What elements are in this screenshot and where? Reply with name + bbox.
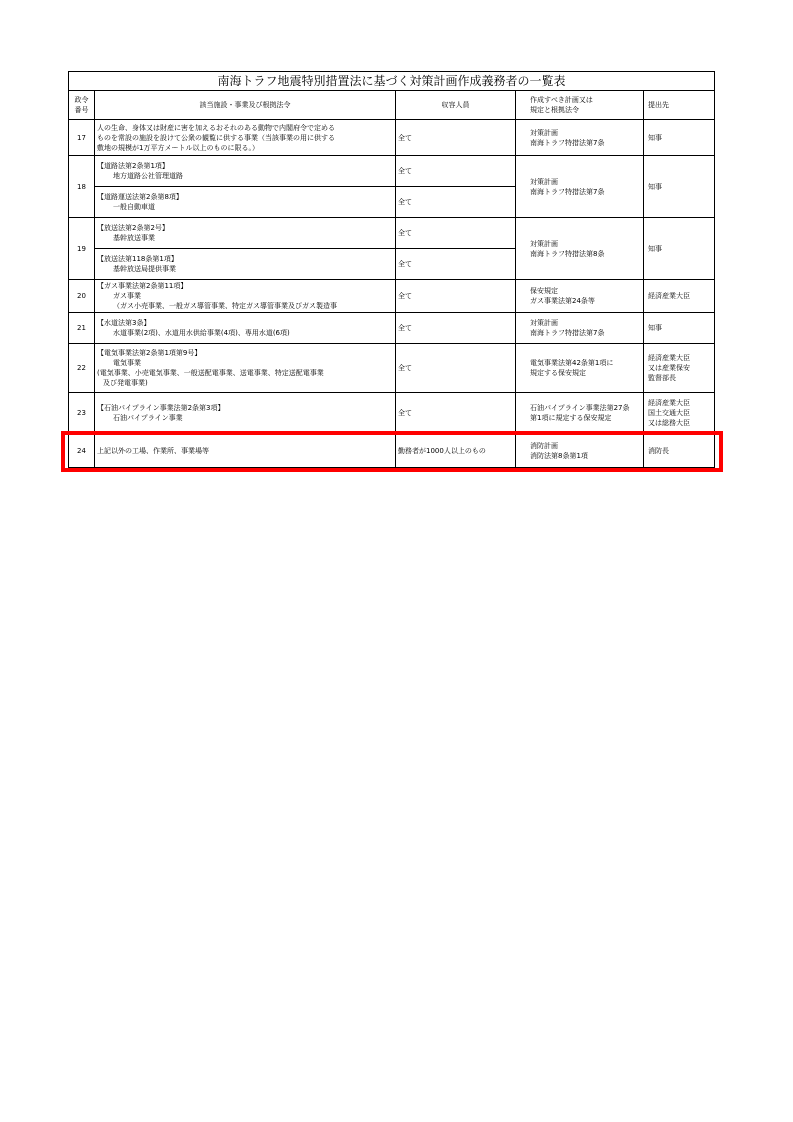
row-number: 19: [69, 218, 95, 280]
facility-cell: 【電気事業法第2条第1項第9号】 電気事業 (電気事業、小売電気事業、一般送配電事業、送電事業、特定送配電事業 及び発電事業): [95, 344, 396, 393]
document-sheet: [68, 71, 714, 468]
plan-cell: 対策計画 南海トラフ特措法第7条: [516, 120, 644, 156]
table-row: [69, 344, 715, 393]
plan-cell: 保安規定 ガス事業法第24条等: [516, 280, 644, 313]
plan-cell: 対策計画 南海トラフ特措法第7条: [516, 313, 644, 344]
facility-cell: 人の生命、身体又は財産に害を加えるおそれのある動物で内閣府令で定める ものを常設の施設を設けて公衆の観覧に供する事業（当該事業の用に供する 敷地の規模が1万平方メートル以上のものに限る。）: [95, 120, 396, 156]
facility-cell: 【石油パイプライン事業法第2条第3項】 石油パイプライン事業: [95, 393, 396, 434]
submit-cell: 消防長: [644, 434, 715, 468]
table-row: [69, 218, 715, 249]
row-number: 23: [69, 393, 95, 434]
people-cell: 全て: [396, 156, 516, 187]
row-number: 21: [69, 313, 95, 344]
header-row: [69, 91, 715, 120]
people-cell: 全て: [396, 120, 516, 156]
submit-cell: 知事: [644, 313, 715, 344]
table-row: [69, 156, 715, 187]
row-number: 17: [69, 120, 95, 156]
submit-cell: 知事: [644, 218, 715, 280]
row-number: 22: [69, 344, 95, 393]
table-row-highlighted: [69, 434, 715, 468]
submit-cell: 知事: [644, 156, 715, 218]
facility-cell: 【道路運送法第2条第8項】 一般自動車道: [95, 187, 396, 218]
facility-cell: 【道路法第2条第1項】 地方道路公社管理道路: [95, 156, 396, 187]
table-row: [69, 393, 715, 434]
plan-cell: 対策計画 南海トラフ特措法第8条: [516, 218, 644, 280]
plan-cell: 電気事業法第42条第1項に 規定する保安規定: [516, 344, 644, 393]
plan-cell: 対策計画 南海トラフ特措法第7条: [516, 156, 644, 218]
plan-cell: 石油パイプライン事業法第27条 第1項に規定する保安規定: [516, 393, 644, 434]
table-row: [69, 280, 715, 313]
table-row: [69, 313, 715, 344]
people-cell: 全て: [396, 393, 516, 434]
header-plan: 作成すべき計画又は 規定と根拠法令: [516, 91, 644, 120]
table-row: [69, 120, 715, 156]
people-cell: 全て: [396, 280, 516, 313]
people-cell: 全て: [396, 249, 516, 280]
people-cell: 全て: [396, 187, 516, 218]
page-title: 南海トラフ地震特別措置法に基づく対策計画作成義務者の一覧表: [69, 72, 715, 91]
header-submit: 提出先: [644, 91, 715, 120]
submit-cell: 経済産業大臣: [644, 280, 715, 313]
row-number: 20: [69, 280, 95, 313]
facility-cell: 【ガス事業法第2条第11項】 ガス事業 （ガス小売事業、一般ガス導管事業、特定ガス導管事業及びガス製造事: [95, 280, 396, 313]
people-cell: 全て: [396, 344, 516, 393]
submit-cell: 経済産業大臣 又は産業保安 監督部長: [644, 344, 715, 393]
row-number: 18: [69, 156, 95, 218]
facility-cell: 上記以外の工場、作業所、事業場等: [95, 434, 396, 468]
people-cell: 全て: [396, 218, 516, 249]
facility-cell: 【放送法第118条第1項】 基幹放送局提供事業: [95, 249, 396, 280]
submit-cell: 知事: [644, 120, 715, 156]
header-facility: 該当施設・事業及び根拠法令: [95, 91, 396, 120]
header-number: 政令 番号: [69, 91, 95, 120]
header-people: 収容人員: [396, 91, 516, 120]
plan-cell: 消防計画 消防法第8条第1項: [516, 434, 644, 468]
facility-cell: 【水道法第3条】 水道事業(2項)、水道用水供給事業(4項)、専用水道(6項): [95, 313, 396, 344]
people-cell: 勤務者が1000人以上のもの: [396, 434, 516, 468]
facility-cell: 【放送法第2条第2号】 基幹放送事業: [95, 218, 396, 249]
obligation-table: [68, 71, 715, 468]
row-number: 24: [69, 434, 95, 468]
people-cell: 全て: [396, 313, 516, 344]
submit-cell: 経済産業大臣 国土交通大臣 又は総務大臣: [644, 393, 715, 434]
